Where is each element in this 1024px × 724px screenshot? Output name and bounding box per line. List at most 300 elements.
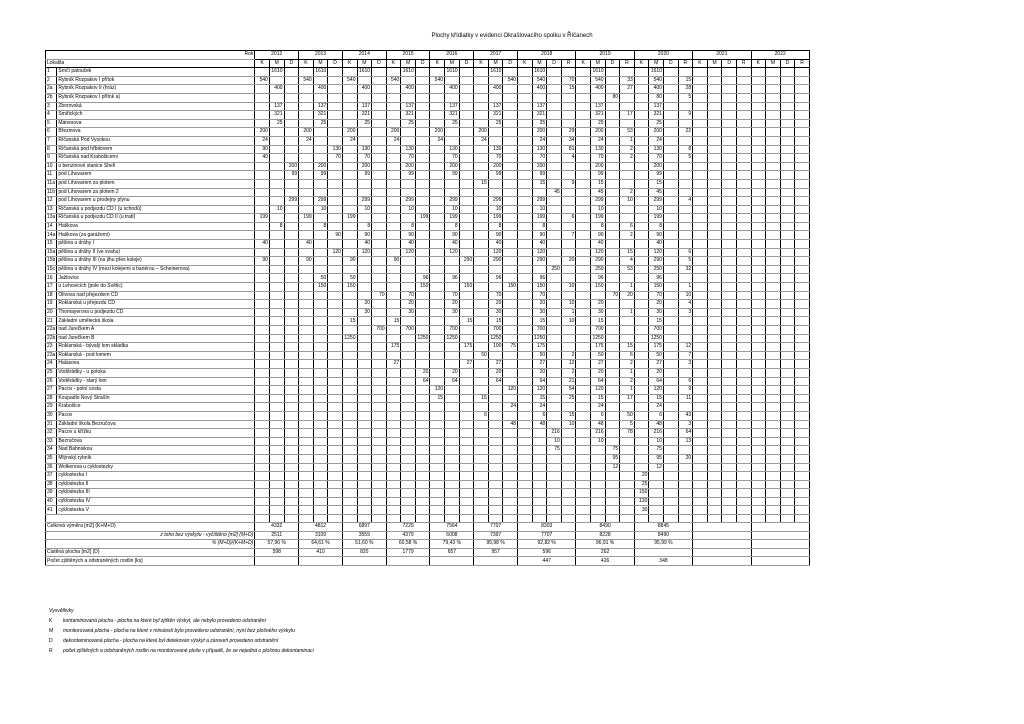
column-letter: M	[591, 59, 606, 68]
table-cell	[474, 119, 489, 128]
summary-value: 60,58 %	[386, 540, 430, 549]
table-cell	[459, 308, 474, 317]
table-cell	[736, 214, 751, 223]
table-cell	[693, 454, 708, 463]
table-cell	[459, 300, 474, 309]
table-cell	[415, 248, 430, 257]
table-cell: 70	[328, 154, 343, 163]
table-row	[46, 463, 810, 472]
table-cell: 24	[532, 136, 547, 145]
table-cell	[255, 222, 270, 231]
table-cell: 20	[678, 454, 693, 463]
table-cell	[518, 197, 533, 206]
spacer-cell	[255, 515, 270, 523]
table-cell	[766, 93, 781, 102]
table-row	[46, 257, 810, 266]
table-cell	[328, 240, 343, 249]
table-cell	[634, 343, 649, 352]
table-cell	[634, 136, 649, 145]
table-cell	[342, 154, 357, 163]
table-cell	[299, 368, 314, 377]
locality-name: Březinova	[57, 128, 255, 137]
table-cell	[780, 274, 795, 283]
locality-number: 5	[46, 119, 57, 128]
table-cell	[780, 85, 795, 94]
locality-number: 6	[46, 128, 57, 137]
table-cell	[488, 394, 503, 403]
table-cell	[663, 283, 678, 292]
table-cell: 2	[620, 145, 635, 154]
locality-name: Koupadlo Nový Strašín	[57, 394, 255, 403]
table-cell	[386, 472, 401, 481]
table-cell: 1	[620, 136, 635, 145]
locality-name: Jažlovice	[57, 274, 255, 283]
table-cell	[255, 343, 270, 352]
table-cell	[415, 231, 430, 240]
table-cell	[634, 351, 649, 360]
table-cell	[795, 179, 810, 188]
table-cell: 25	[649, 119, 664, 128]
table-cell	[357, 454, 372, 463]
summary-value: 8845	[634, 523, 692, 532]
table-cell	[561, 68, 576, 77]
table-cell	[620, 214, 635, 223]
table-cell	[605, 111, 620, 120]
table-cell	[386, 394, 401, 403]
table-cell	[620, 446, 635, 455]
table-cell	[299, 205, 314, 214]
table-cell	[620, 437, 635, 446]
table-cell	[722, 351, 737, 360]
table-cell	[328, 85, 343, 94]
table-cell	[678, 222, 693, 231]
table-cell	[722, 145, 737, 154]
column-letter: D	[459, 59, 474, 68]
table-cell	[678, 214, 693, 223]
table-cell	[766, 231, 781, 240]
table-cell	[634, 240, 649, 249]
locality-number: 30	[46, 411, 57, 420]
summary-value	[751, 523, 809, 532]
table-cell	[663, 308, 678, 317]
table-cell	[678, 317, 693, 326]
table-cell	[488, 386, 503, 395]
table-cell	[299, 437, 314, 446]
table-cell	[415, 394, 430, 403]
table-cell	[357, 480, 372, 489]
table-cell	[547, 351, 562, 360]
table-cell	[736, 128, 751, 137]
table-cell	[328, 446, 343, 455]
table-cell	[561, 93, 576, 102]
table-cell	[401, 188, 416, 197]
table-cell	[634, 76, 649, 85]
table-cell	[328, 257, 343, 266]
table-cell	[591, 446, 606, 455]
table-cell	[386, 145, 401, 154]
table-cell	[532, 454, 547, 463]
locality-number: 9	[46, 154, 57, 163]
year-header: 2015	[386, 51, 430, 60]
summary-value: 92,82 %	[518, 540, 576, 549]
table-cell	[386, 403, 401, 412]
table-cell: 99	[649, 171, 664, 180]
table-cell	[488, 283, 503, 292]
table-row	[46, 222, 810, 231]
table-cell	[795, 429, 810, 438]
table-cell	[401, 506, 416, 515]
table-cell	[532, 437, 547, 446]
table-cell	[766, 111, 781, 120]
table-cell	[518, 377, 533, 386]
table-cell	[576, 308, 591, 317]
table-cell	[342, 497, 357, 506]
table-cell	[357, 497, 372, 506]
table-cell	[780, 93, 795, 102]
table-cell	[751, 283, 766, 292]
table-cell	[605, 214, 620, 223]
table-cell	[415, 300, 430, 309]
table-cell	[299, 145, 314, 154]
table-cell	[678, 489, 693, 498]
table-cell	[328, 68, 343, 77]
locality-name: nad Jurečkem B	[57, 334, 255, 343]
locality-number: 28	[46, 394, 57, 403]
table-cell	[313, 300, 328, 309]
table-cell	[372, 403, 387, 412]
table-cell	[372, 463, 387, 472]
table-cell	[459, 351, 474, 360]
table-cell	[503, 197, 518, 206]
table-cell	[313, 429, 328, 438]
table-cell	[518, 76, 533, 85]
table-cell	[576, 403, 591, 412]
table-row	[46, 326, 810, 335]
table-cell	[780, 111, 795, 120]
column-letter: D	[605, 59, 620, 68]
table-cell	[663, 248, 678, 257]
table-cell: 99	[532, 171, 547, 180]
table-cell: 6	[678, 377, 693, 386]
table-cell	[518, 85, 533, 94]
summary-value: 7397	[474, 531, 518, 540]
table-cell	[415, 386, 430, 395]
column-letter: M	[401, 59, 416, 68]
table-cell: 199	[255, 214, 270, 223]
table-cell	[795, 497, 810, 506]
table-cell	[255, 368, 270, 377]
table-cell	[299, 179, 314, 188]
table-cell	[474, 283, 489, 292]
table-cell	[751, 308, 766, 317]
table-cell	[386, 326, 401, 335]
locality-number: 27	[46, 386, 57, 395]
table-cell	[459, 446, 474, 455]
table-cell: 13	[678, 437, 693, 446]
table-cell	[663, 411, 678, 420]
locality-name: Mlýnský rybník	[57, 454, 255, 463]
table-cell	[663, 463, 678, 472]
table-cell	[751, 265, 766, 274]
table-cell: 130	[488, 145, 503, 154]
table-cell: 137	[401, 102, 416, 111]
table-cell	[707, 472, 722, 481]
legend-key: D	[49, 638, 53, 644]
locality-number: 22a	[47, 326, 56, 333]
year-header: 2021	[693, 51, 751, 60]
table-cell	[459, 154, 474, 163]
table-cell	[342, 119, 357, 128]
table-cell	[722, 162, 737, 171]
table-cell: 90	[299, 257, 314, 266]
table-cell	[386, 420, 401, 429]
table-cell	[561, 472, 576, 481]
table-cell	[795, 463, 810, 472]
summary-value: 3109	[299, 531, 343, 540]
table-cell	[736, 197, 751, 206]
table-cell: 1610	[271, 68, 283, 75]
table-cell	[518, 326, 533, 335]
table-cell	[576, 317, 591, 326]
table-cell	[707, 291, 722, 300]
table-cell: 30	[357, 308, 372, 317]
locality-name: Pacov	[57, 411, 255, 420]
table-cell	[415, 463, 430, 472]
legend-item	[49, 636, 314, 646]
table-cell	[780, 68, 795, 77]
table-cell	[576, 214, 591, 223]
table-cell	[576, 248, 591, 257]
table-cell	[561, 463, 576, 472]
table-cell	[284, 68, 299, 77]
table-cell	[386, 240, 401, 249]
table-cell: 27	[459, 360, 474, 369]
table-cell	[620, 119, 635, 128]
table-cell: 1610	[402, 68, 414, 75]
table-row	[46, 179, 810, 188]
table-cell	[386, 454, 401, 463]
table-cell: 540	[255, 76, 270, 85]
table-cell	[386, 154, 401, 163]
column-letter: R	[736, 59, 751, 68]
table-row	[46, 411, 810, 420]
table-cell: 540	[649, 76, 664, 85]
table-cell	[663, 93, 678, 102]
table-cell	[547, 85, 562, 94]
table-cell	[518, 394, 533, 403]
table-cell	[415, 343, 430, 352]
table-cell	[430, 300, 445, 309]
table-cell	[795, 326, 810, 335]
spacer-row	[46, 515, 810, 523]
table-cell	[255, 179, 270, 188]
table-cell	[313, 136, 328, 145]
table-cell	[445, 128, 460, 137]
table-cell	[328, 489, 343, 498]
summary-value	[693, 531, 751, 540]
table-cell	[736, 403, 751, 412]
table-cell: 24	[342, 136, 357, 145]
table-cell	[780, 162, 795, 171]
table-cell	[605, 102, 620, 111]
table-cell	[693, 386, 708, 395]
table-cell	[561, 437, 576, 446]
table-cell: 120	[445, 248, 460, 257]
table-cell	[547, 145, 562, 154]
table-row	[46, 360, 810, 369]
table-cell	[766, 274, 781, 283]
table-cell: 175	[459, 343, 474, 352]
table-cell	[430, 145, 445, 154]
table-cell	[299, 506, 314, 515]
table-cell	[693, 317, 708, 326]
table-cell	[503, 308, 518, 317]
table-cell	[269, 394, 284, 403]
table-cell	[386, 231, 401, 240]
table-cell	[445, 283, 460, 292]
table-cell	[605, 222, 620, 231]
table-cell	[780, 197, 795, 206]
table-cell: 150	[591, 283, 606, 292]
table-cell	[474, 265, 489, 274]
table-cell	[751, 214, 766, 223]
table-cell	[430, 248, 445, 257]
table-cell	[459, 128, 474, 137]
table-cell	[474, 205, 489, 214]
table-cell	[693, 497, 708, 506]
table-cell	[751, 240, 766, 249]
table-cell: 700	[591, 326, 606, 335]
table-cell	[255, 93, 270, 102]
table-cell	[474, 240, 489, 249]
table-cell	[518, 179, 533, 188]
table-cell: 27	[386, 360, 401, 369]
table-cell: 24	[649, 136, 664, 145]
table-cell	[736, 171, 751, 180]
table-cell	[415, 326, 430, 335]
table-cell	[620, 472, 635, 481]
locality-name: nad Jurečkem A	[57, 326, 255, 335]
column-letter: D	[780, 59, 795, 68]
table-cell	[357, 437, 372, 446]
spacer-cell	[576, 515, 591, 523]
locality-number: 25	[46, 368, 57, 377]
table-cell: 130	[634, 497, 649, 506]
table-cell	[415, 128, 430, 137]
table-cell	[591, 506, 606, 515]
table-cell	[707, 403, 722, 412]
table-cell: 48	[591, 420, 606, 429]
table-cell	[795, 274, 810, 283]
table-cell	[313, 343, 328, 352]
table-cell	[663, 162, 678, 171]
table-cell: 130	[532, 145, 547, 154]
table-cell	[386, 368, 401, 377]
table-cell	[503, 429, 518, 438]
table-cell	[736, 497, 751, 506]
table-cell	[372, 317, 387, 326]
table-cell	[780, 386, 795, 395]
table-cell: 1610	[650, 68, 662, 75]
table-cell: 24	[591, 403, 606, 412]
table-cell	[415, 317, 430, 326]
table-cell	[430, 257, 445, 266]
table-cell	[751, 171, 766, 180]
table-cell	[430, 265, 445, 274]
table-cell: 321	[591, 111, 606, 120]
table-cell	[445, 360, 460, 369]
table-cell	[722, 497, 737, 506]
table-cell	[620, 480, 635, 489]
table-cell: 40	[255, 240, 270, 249]
table-cell: 290	[649, 257, 664, 266]
table-cell	[766, 463, 781, 472]
table-cell	[328, 480, 343, 489]
table-cell	[357, 291, 372, 300]
table-cell	[284, 317, 299, 326]
table-cell	[663, 472, 678, 481]
table-cell: 175	[386, 343, 401, 352]
table-cell	[459, 214, 474, 223]
table-cell: 5	[678, 257, 693, 266]
table-cell	[766, 76, 781, 85]
table-cell	[780, 291, 795, 300]
table-cell	[518, 248, 533, 257]
table-cell	[518, 119, 533, 128]
table-cell	[634, 429, 649, 438]
table-cell	[605, 429, 620, 438]
table-cell: 2	[561, 368, 576, 377]
table-cell	[605, 472, 620, 481]
table-cell	[576, 463, 591, 472]
table-cell	[401, 265, 416, 274]
table-cell	[445, 463, 460, 472]
table-cell: 25	[532, 119, 547, 128]
table-cell: 120	[430, 386, 445, 395]
table-cell	[591, 291, 606, 300]
table-cell	[576, 377, 591, 386]
table-cell	[736, 463, 751, 472]
table-cell	[269, 386, 284, 395]
year-header: 2019	[576, 51, 634, 60]
table-cell	[255, 377, 270, 386]
table-cell: 15	[459, 317, 474, 326]
table-cell	[722, 222, 737, 231]
table-cell	[766, 222, 781, 231]
table-cell	[430, 429, 445, 438]
table-cell: 90	[401, 231, 416, 240]
table-cell	[474, 154, 489, 163]
table-cell	[459, 179, 474, 188]
table-cell	[547, 76, 562, 85]
table-cell	[299, 119, 314, 128]
table-cell	[284, 300, 299, 309]
table-cell	[707, 188, 722, 197]
table-cell: 90	[255, 257, 270, 266]
table-cell	[751, 76, 766, 85]
table-cell: 120	[532, 248, 547, 257]
table-cell	[430, 411, 445, 420]
table-cell: 64	[532, 377, 547, 386]
table-cell	[693, 265, 708, 274]
table-cell	[386, 85, 401, 94]
table-cell	[547, 326, 562, 335]
table-cell	[693, 472, 708, 481]
table-cell	[634, 291, 649, 300]
table-cell	[736, 179, 751, 188]
table-cell	[736, 93, 751, 102]
table-cell	[693, 334, 708, 343]
